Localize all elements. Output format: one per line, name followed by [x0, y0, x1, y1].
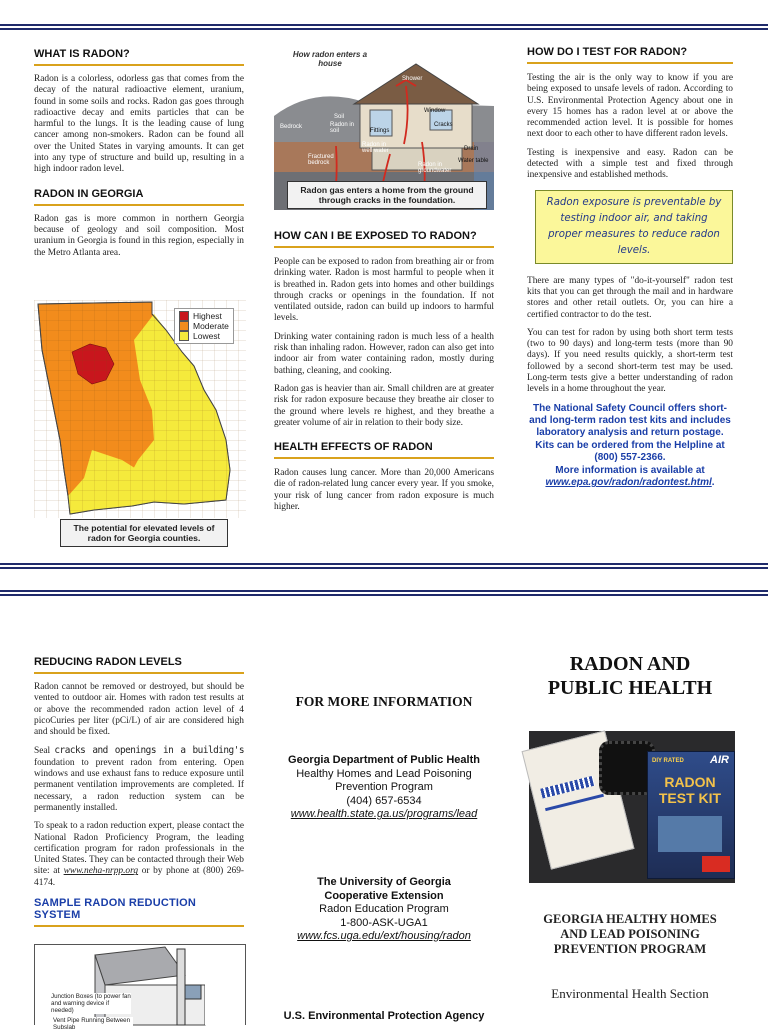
testing-paragraph-3: There are many types of "do-it-yourself" radon test kits that you can get through the mail and in hardware stores and other retail outlets. Or, you can hire a certified contractor to do the test. — [527, 275, 733, 320]
house-diagram-title: How radon enters a house — [292, 50, 368, 68]
program-line-1: GEORGIA HEALTHY HOMES — [543, 912, 717, 926]
uga-program: Radon Education Program — [319, 903, 449, 915]
epa-name: U.S. Environmental Protection Agency — [283, 1010, 485, 1022]
uga-link[interactable]: www.fcs.uga.edu/ext/housing/radon — [297, 930, 471, 942]
exposure-paragraph-1: People can be exposed to radon from breathing air or from drinking water. Radon is most harmful to people when it is breathed in. Radon gets into homes and other buildings through cracks or openings in the foundation. If not ventilated outside, radon can build up indoors to harmful levels. — [274, 257, 494, 324]
sample-system-heading: SAMPLE RADON REDUCTION SYSTEM — [34, 897, 244, 927]
more-info-heading: FOR MORE INFORMATION — [295, 694, 473, 709]
reducing-paragraph-2: Seal cracks and openings in a building's foundation to prevent radon from entering. Open windows and use exhaust fans to reduce exposure until permanent ventilation improvements are completed. If necessary, a radon reduction system can be permanently installed. — [34, 745, 244, 813]
epa-radontest-link[interactable]: www.epa.gov/radon/radontest.html — [545, 477, 712, 489]
map-caption: The potential for elevated levels of radon for Georgia counties. — [60, 519, 228, 547]
middle-rule-top — [0, 563, 768, 569]
gdph-link[interactable]: www.health.state.ga.us/programs/lead — [290, 808, 478, 820]
program-line-2: AND LEAD POISONING — [560, 927, 700, 941]
kit-box-image: DIY RATED AIR RADON TEST KIT — [647, 751, 735, 879]
legend-lowest: Lowest — [179, 331, 229, 341]
cover-title — [520, 652, 740, 700]
reducing-section — [34, 656, 244, 927]
legend-highest: Highest — [179, 311, 229, 321]
label-fittings: Fittings — [370, 128, 390, 134]
gdph-program-line-1: Healthy Homes and Lead Poisoning — [296, 767, 472, 780]
what-is-radon-heading: WHAT IS RADON? — [34, 48, 244, 66]
cover-title-line-2: PUBLIC HEALTH — [547, 677, 713, 699]
label-radon-in-groundwater: Radon in groundwater — [418, 162, 452, 174]
label-junction-boxes: Junction Boxes (to power fan and warning device if needed) — [51, 993, 131, 1014]
neha-nrpp-link[interactable]: www.neha-nrpp.org — [63, 866, 139, 877]
reducing-heading: REDUCING RADON LEVELS — [34, 656, 244, 674]
radon-in-georgia-heading: RADON IN GEORGIA — [34, 188, 244, 206]
uga-name: The University of Georgia — [317, 876, 451, 888]
top-rule — [0, 24, 768, 30]
gdph-name: Georgia Department of Public Health — [288, 754, 480, 766]
gdph-program-line-2: Prevention Program — [335, 781, 433, 793]
testing-section — [527, 46, 733, 489]
environmental-health-section: Environmental Health Section — [551, 986, 709, 1001]
health-effects-text: Radon causes lung cancer. More than 20,000 Americans die of radon-related lung cancer every year. If you smoke, your risk of lung cancer from radon exposure is much higher. — [274, 468, 494, 513]
label-shower: Shower — [402, 76, 423, 82]
map-legend — [174, 308, 234, 344]
exposure-paragraph-3: Radon gas is heavier than air. Small children are at greater risk for radon exposure because they breathe air closer to the ground where levels re highest, and they breathe a greater volume of air in relation to their body size. — [274, 383, 494, 428]
label-drain: Drain — [464, 146, 479, 152]
uga-phone: 1-800-ASK-UGA1 — [340, 916, 428, 929]
gdph-contact — [258, 754, 510, 822]
what-is-radon-text: Radon is a colorless, odorless gas that comes from the decay of the natural radioactive element, uranium, found in some soils and rocks. Radon gas goes through radioactive decay and emits particles that can be harmful to the lungs. It is the leading cause of lung cancer among non-smokers. Radon can be found all over the United States in varying amounts. It can get into any type of structure and build up, resulting in a high indoor radon level. — [34, 74, 244, 175]
reducing-paragraph-3: To speak to a radon reduction expert, please contact the National Radon Proficiency Program, the leading certification program for radon professionals in the United States. They can be contacted through their Web site: at www.neha-nrpp.org or by phone at (800) 269-4174. — [34, 821, 245, 888]
what-is-radon-section — [34, 48, 244, 266]
testing-paragraph-4: You can test for radon by using both short term tests (two to 90 days) and long-term tests (more than 90 days). If you need results quickly, a short-term test followed by a second short-term test may be used. Long-term tests give a better understanding of radon levels in a home throughout the year. — [527, 327, 733, 395]
label-radon-in-well-water: Radon in well water — [362, 142, 389, 154]
epa-contact — [258, 1010, 510, 1024]
middle-rule-bottom — [0, 590, 768, 596]
label-soil: Soil — [334, 114, 345, 120]
label-vent-pipe: Vent Pipe Running Between Subslab — [53, 1017, 133, 1031]
cover-title-line-1: RADON AND — [569, 653, 691, 675]
uga-contact — [258, 876, 510, 944]
testing-paragraph-1: Testing the air is the only way to know if you are being exposed to unsafe levels of radon. According to U.S. Environmental Protection Agency about one in every 15 homes has a radon level at or above the recommended action level. It is possible for homes next door to each other to have different radon levels. — [527, 73, 733, 140]
program-name — [520, 912, 740, 957]
label-bedrock: Bedrock — [280, 124, 303, 130]
house-caption: Radon gas enters a home from the ground through cracks in the foundation. — [287, 181, 487, 209]
label-radon-in-soil: Radon in soil — [330, 122, 355, 134]
legend-moderate: Moderate — [179, 321, 229, 331]
label-cracks: Cracks — [434, 122, 453, 128]
testing-paragraph-2: Testing is inexpensive and easy. Radon can be detected with a simple test and fixed through inexpensive and established methods. — [527, 147, 733, 181]
exposure-paragraph-2: Drinking water containing radon is much less of a health risk than inhaling radon. However, radon can also get into indoor air from water containing radon, mostly during bathing, cleaning, and cooking. — [274, 331, 494, 376]
exposure-heading: HOW CAN I BE EXPOSED TO RADON? — [274, 230, 494, 248]
program-line-3: PREVENTION PROGRAM — [553, 942, 707, 956]
radon-in-georgia-text: Radon gas is more common in northern Georgia because of geology and soil composition. Most uranium in Georgia is found in this region, especially in the Metro Atlanta area. — [34, 213, 244, 258]
label-water-table: Water table — [458, 158, 489, 164]
exposure-section — [274, 230, 494, 520]
sample-system-diagram — [34, 944, 246, 1031]
nsc-notice-text: The National Safety Council offers short- and long-term radon test kits and includes laboratory analysis and return postage. Kits can be ordered from the Helpline at (800) 557-2366. — [529, 402, 731, 464]
more-info-text: More information is available at — [555, 464, 705, 476]
health-effects-heading: HEALTH EFFECTS OF RADON — [274, 441, 494, 459]
uga-extension: Cooperative Extension — [324, 889, 444, 902]
nsc-notice: The National Safety Council offers short- and long-term radon test kits and includes laboratory analysis and return postage. Kits can be ordered from the Helpline at (800) 557-2366. More information is available at www.epa.gov/radon/radontest.html. — [529, 402, 731, 489]
prevention-callout: Radon exposure is preventable by testing indoor air, and taking proper measures to reduce radon levels. — [535, 190, 733, 264]
testing-heading: HOW DO I TEST FOR RADON? — [527, 46, 733, 64]
label-fractured-bedrock: Fractured bedrock — [308, 154, 334, 166]
georgia-radon-map — [34, 300, 246, 520]
test-kit-photo — [529, 731, 735, 883]
label-window: Window — [424, 108, 446, 114]
gdph-phone: (404) 657-6534 — [346, 794, 422, 807]
reducing-paragraph-1: Radon cannot be removed or destroyed, but should be vented to outdoor air. Homes with radon test results at or above the recommended radon action level of 4 picoCuries per liter (pCi/L) of air are considered high and should be fixed. — [34, 682, 244, 738]
